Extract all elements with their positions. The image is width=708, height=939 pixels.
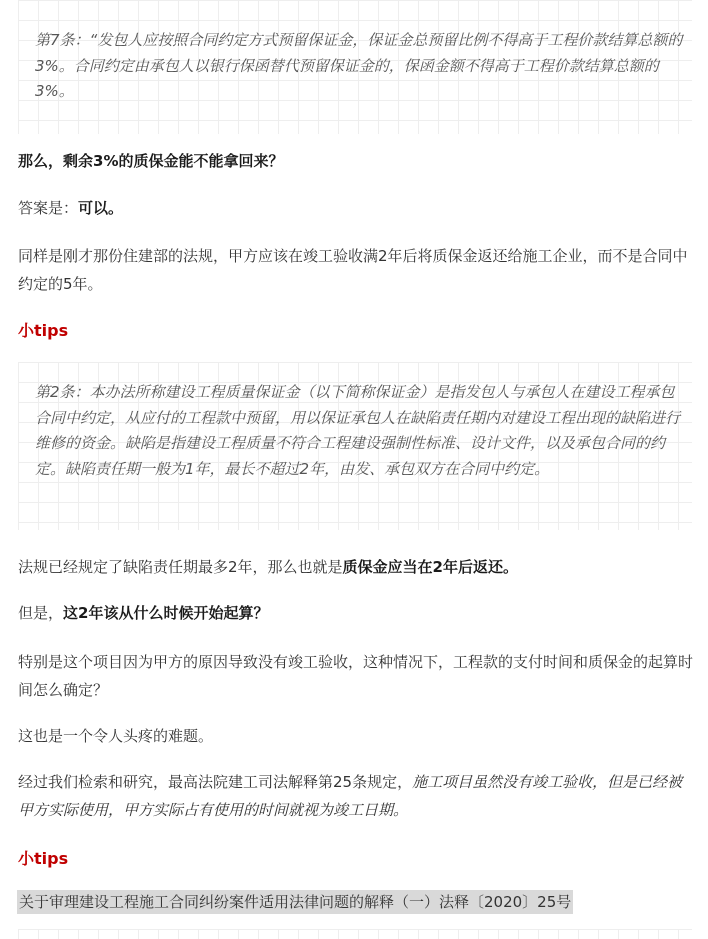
but-prefix: 但是，: [18, 604, 64, 622]
quote-box-bottom: [18, 929, 692, 939]
paragraph-defect-period: [18, 553, 694, 581]
question-remaining-deposit: 那么，剩余3%的质保金能不能拿回来？: [18, 152, 284, 170]
paragraph-but: [18, 599, 694, 627]
paragraph-headache: 这也是一个令人头疼的难题。: [18, 727, 214, 745]
defect-prefix: 法规已经规定了缺陷责任期最多2年，那么也就是: [18, 558, 343, 576]
but-bold: 这2年该从什么时候开始起算？: [63, 604, 269, 622]
highlighted-citation: 关于审理建设工程施工合同纠纷案件适用法律问题的解释（一）法释〔2020〕25号: [17, 890, 573, 914]
answer-line: [18, 194, 694, 222]
paragraph-research: [18, 768, 694, 824]
quote-article-2: 第2条：本办法所称建设工程质量保证金（以下简称保证金）是指发包人与承包人在建设工程承包合同中约定，从应付的工程款中预留，用以保证承包人在缺陷责任期内对建设工程出现的缺陷进行维修的资金。缺陷是指建设工程质量不符合工程建设强制性标准、设计文件，以及承包合同的约定。缺陷责任期一般为1年，最长不超过2年，由发、承包双方在合同中约定。: [35, 383, 681, 478]
research-italic: 施工项目虽然没有竣工验收，但是已经被甲方实际使用，甲方实际占有使用的时间就视为竣工日期。: [18, 773, 683, 819]
answer-prefix: 答案是：: [18, 199, 79, 217]
paragraph-regulation: 同样是刚才那份住建部的法规，甲方应该在竣工验收满2年后将质保金返还给施工企业，而不是合同中约定的5年。: [18, 247, 688, 293]
tips-label: 小tips: [18, 321, 69, 340]
answer-value: 可以。: [78, 199, 124, 217]
paragraph-special-case: 特别是这个项目因为甲方的原因导致没有竣工验收，这种情况下，工程款的支付时间和质保金的起算时间怎么确定？: [18, 653, 694, 699]
quote-article-7: 第7条：“发包人应按照合同约定方式预留保证金，保证金总预留比例不得高于工程价款结算总额的3%。合同约定由承包人以银行保函替代预留保证金的，保函金额不得高于工程价款结算总额的3%。: [35, 31, 683, 100]
defect-bold: 质保金应当在2年后返还。: [342, 558, 518, 576]
research-prefix: 经过我们检索和研究，最高法院建工司法解释第25条规定，: [18, 773, 413, 791]
tips-label-2: 小tips: [18, 849, 69, 868]
